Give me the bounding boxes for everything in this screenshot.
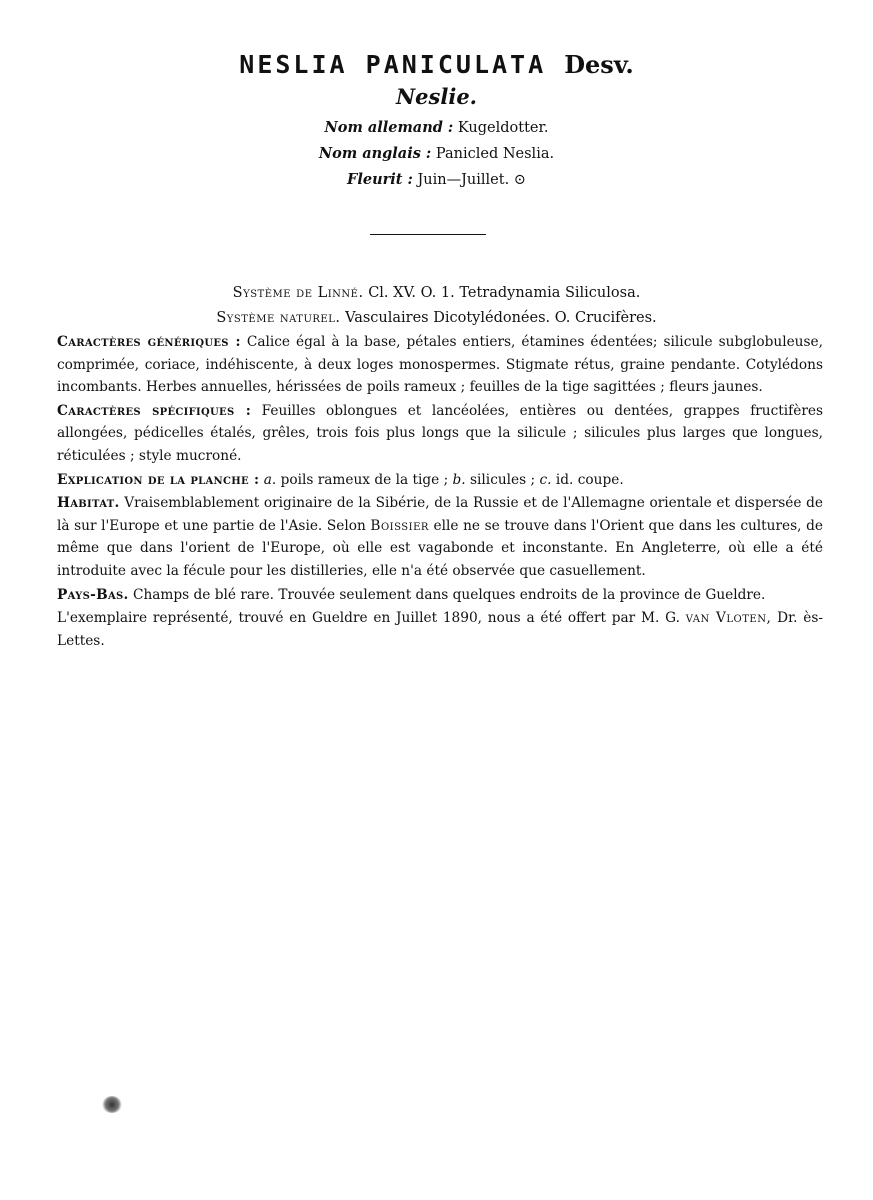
german-name-label: Nom allemand : (324, 119, 454, 136)
page-title (0, 50, 873, 79)
plate-explanation-paragraph (57, 469, 823, 492)
specific-characters-label: Caractères spécifiques : (57, 402, 252, 419)
generic-characters-text: Calice égal à la base, pétales entiers, étamines édentées; silicule subglobuleuse, comprimée, coriace, indéhiscente, à deux loges monospermes. Stigmate rétus, graine pendante. Cotylédons incombants. Herbes annuelles, hérissées de poils rameux ; feuilles de la tige sagittées ; fleurs jaunes. (57, 334, 823, 396)
specific-characters-text: Feuilles oblongues et lancéolées, entières ou dentées, grappes fructifères allongées, pédicelles étalés, grêles, trois fois plus longs que la silicule ; silicules plus larges que longues, réticulées ; style mucroné. (57, 402, 824, 464)
generic-characters-label: Caractères génériques : (57, 334, 241, 350)
plate-item-c-text: id. coupe. (555, 471, 624, 488)
flowering-line (0, 171, 873, 188)
german-name-line (0, 119, 873, 136)
plate-item-b-text: silicules ; (470, 471, 536, 488)
linne-system-line (0, 285, 873, 301)
habitat-text-end: elle ne se trouve dans l'Orient que dans les cultures, de même que dans l'orient de l'Europe, où elle est vagabonde et inconstante. En Angleterre, où elle a été introduite avec la fécule pour les distilleries, elle n'a été observée que casuellement. (57, 517, 823, 579)
ink-smudge (102, 1096, 122, 1113)
habitat-author-name: Boissier (370, 517, 429, 534)
pays-bas-text: Champs de blé rare. Trouvée seulement dans quelques endroits de la province de Gueldre. (132, 586, 766, 603)
common-name: Neslie. (395, 84, 477, 109)
linne-system-value: Cl. XV. O. 1. Tetradynamia Siliculosa. (368, 285, 641, 301)
species-author: Desv. (564, 50, 634, 79)
plate-explanation-label: Explication de la planche : (57, 471, 260, 488)
pays-bas-paragraph (57, 584, 823, 607)
natural-system-line (0, 310, 873, 326)
pays-bas-label: Pays-Bas. (57, 586, 129, 603)
english-name-line (0, 145, 873, 162)
german-name-value: Kugeldotter. (457, 120, 549, 136)
natural-system-label: Système naturel. (216, 310, 341, 326)
divider (370, 234, 486, 235)
flowering-label: Fleurit : (347, 171, 413, 188)
generic-characters-paragraph (57, 331, 823, 399)
specimen-text-start: L'exemplaire représenté, trouvé en Gueldre en Juillet 1890, nous a été offert par M. G. (57, 610, 680, 627)
specimen-donor-name: van Vloten, (685, 610, 772, 627)
natural-system-value: Vasculaires Dicotylédonées. O. Crucifères. (345, 310, 657, 326)
specimen-text-end: Dr. ès-Lettes. (57, 610, 823, 649)
flowering-value: Juin—Juillet. ⊙ (417, 172, 526, 188)
plate-item-a-text: poils rameux de la tige ; (280, 471, 449, 488)
english-name-label: Nom anglais : (318, 145, 432, 162)
english-name-value: Panicled Neslia. (435, 146, 555, 162)
specimen-paragraph (57, 607, 823, 652)
plate-item-b-letter: b. (452, 471, 466, 488)
habitat-paragraph (57, 492, 823, 582)
habitat-text-start: Vraisemblablement originaire de la Sibérie, de la Russie et de l'Allemagne orientale et dispersée de là sur l'Europe et une partie de l'Asie. Selon (57, 495, 823, 534)
description-body (57, 331, 823, 652)
specific-characters-paragraph (57, 400, 823, 468)
plate-item-c-letter: c. (539, 471, 552, 488)
habitat-label: Habitat. (57, 495, 120, 512)
species-name: NESLIA PANICULATA (239, 50, 547, 79)
linne-system-label: Système de Linné. (232, 285, 364, 301)
plate-item-a-letter: a. (263, 471, 277, 488)
